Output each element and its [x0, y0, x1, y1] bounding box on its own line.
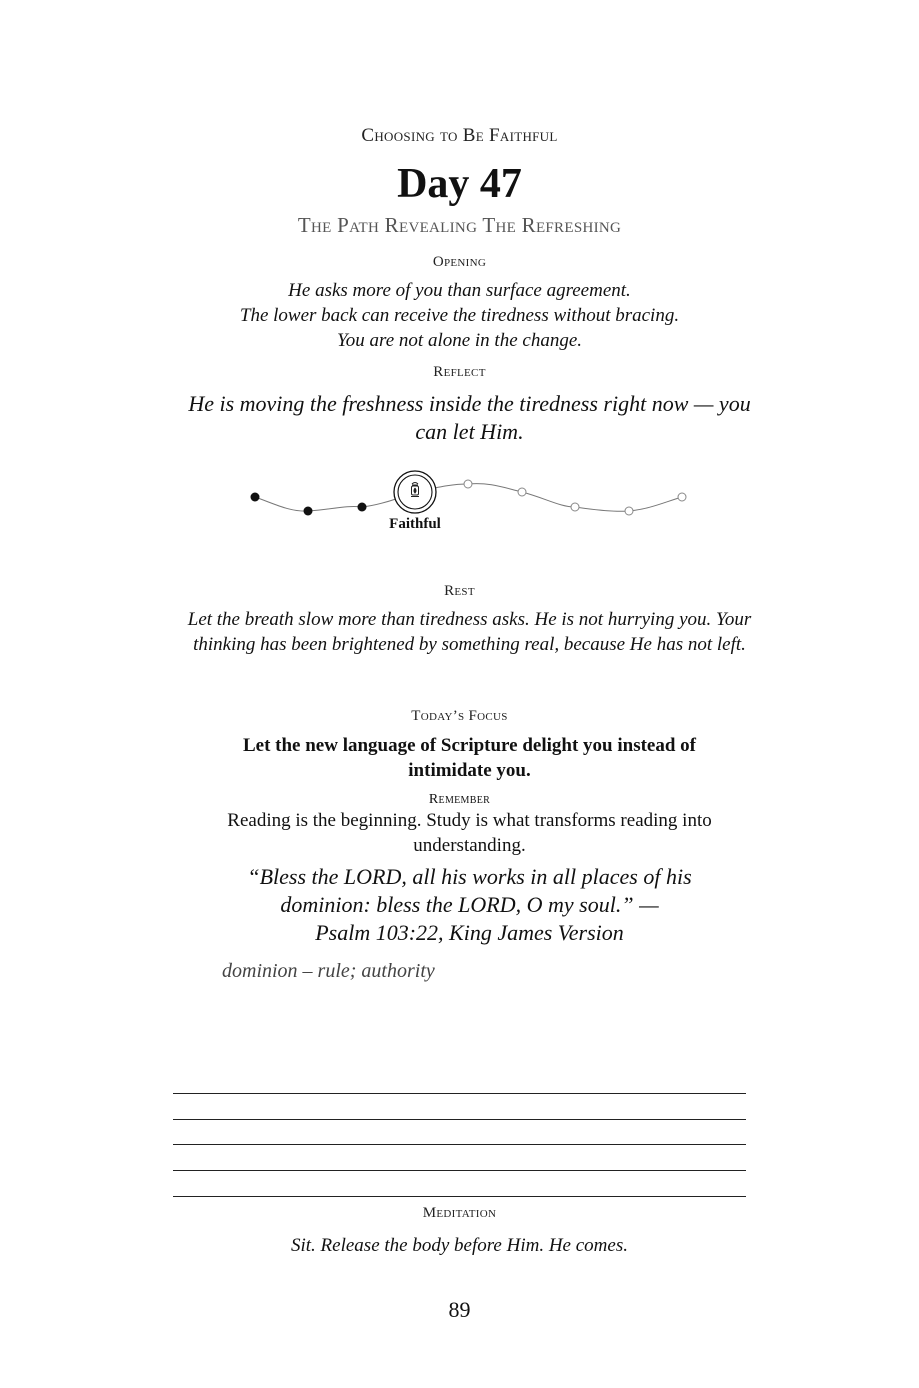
opening-label: Opening	[432, 254, 487, 270]
focus-text: Let the new language of Scripture delight you instead of intimidate you.	[242, 735, 696, 781]
journey-step-upcoming	[464, 480, 472, 488]
day-title: Day 47	[397, 161, 522, 207]
word-gloss: dominion – rule; authority	[222, 960, 435, 982]
journey-step-complete	[358, 503, 367, 512]
remember-label: Remember	[428, 792, 491, 807]
focus-label: Today’s Focus	[411, 708, 508, 724]
journey-step-complete	[304, 507, 313, 516]
page-number: 89	[448, 1297, 471, 1322]
verse-line: dominion: bless the LORD, O my soul.” —	[280, 892, 659, 917]
reflect-label: Reflect	[433, 364, 486, 380]
opening-text	[0, 278, 919, 353]
journey-current-label: Faithful	[389, 516, 441, 532]
journey-step-upcoming	[571, 503, 579, 511]
verse-line: “Bless the LORD, all his works in all places of his	[247, 864, 692, 889]
opening-line: He asks more of you than surface agreement.	[288, 280, 631, 301]
journey-step-complete	[251, 493, 260, 502]
journey-step-upcoming	[678, 493, 686, 501]
remember-text: Reading is the beginning. Study is what transforms reading into understanding.	[227, 810, 712, 856]
opening-line: The lower back can receive the tiredness without bracing.	[239, 305, 680, 326]
journal-line[interactable]	[173, 1196, 746, 1197]
journal-line[interactable]	[173, 1144, 746, 1145]
scripture-verse	[210, 863, 729, 947]
verse-citation: Psalm 103:22, King James Version	[315, 920, 624, 945]
opening-line: You are not alone in the change.	[336, 330, 583, 351]
journal-line[interactable]	[173, 1119, 746, 1120]
journal-line[interactable]	[173, 1093, 746, 1094]
reflect-text: He is moving the freshness inside the tiredness right now — you can let Him.	[188, 391, 751, 444]
journey-path	[0, 460, 919, 550]
series-title: Choosing to Be Faithful	[361, 125, 558, 146]
journey-step-upcoming	[518, 488, 526, 496]
journey-step-upcoming	[625, 507, 633, 515]
day-subtitle: The Path Revealing The Refreshing	[297, 213, 622, 237]
meditation-text: Sit. Release the body before Him. He comes.	[291, 1235, 628, 1256]
journey-step-current	[394, 471, 436, 513]
rest-label: Rest	[444, 583, 475, 599]
meditation-label: Meditation	[422, 1205, 497, 1221]
rest-text: Let the breath slow more than tiredness asks. He is not hurrying you. Your thinking has been brightened by something real, because He has not left.	[187, 609, 752, 655]
journal-line[interactable]	[173, 1170, 746, 1171]
